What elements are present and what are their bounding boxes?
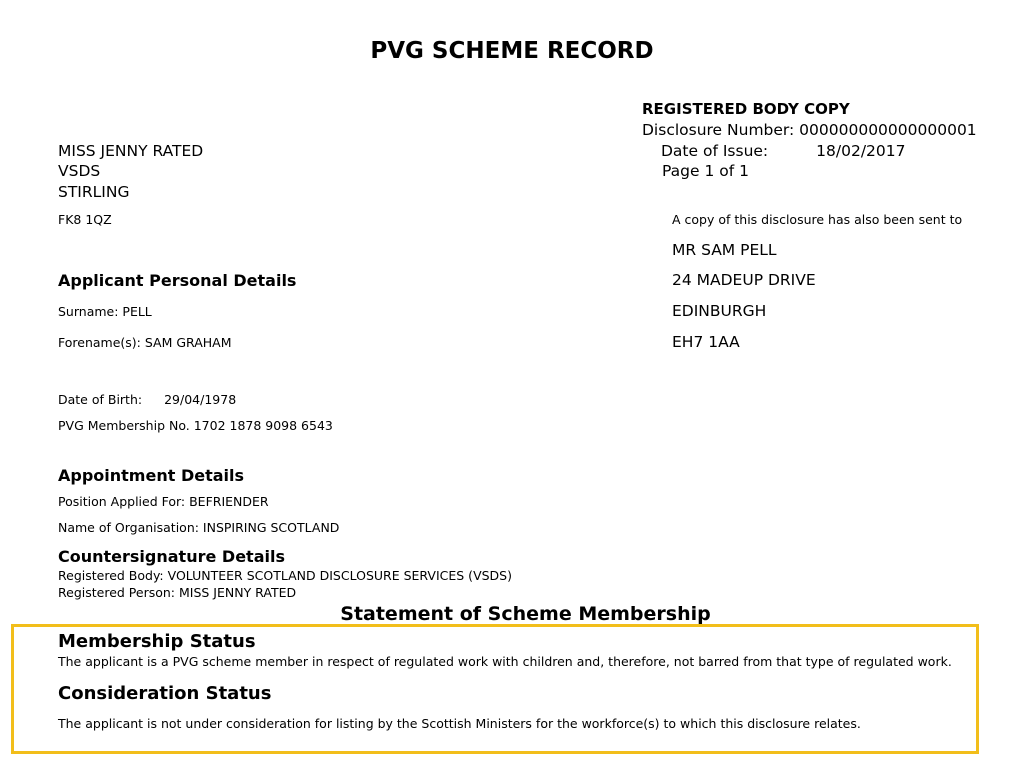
statement-heading: Statement of Scheme Membership xyxy=(340,604,711,625)
copy-sent-note: A copy of this disclosure has also been sent to xyxy=(672,212,963,227)
applicant-heading: Applicant Personal Details xyxy=(58,271,297,290)
applicant-forenames: Forename(s): SAM GRAHAM xyxy=(58,335,232,350)
page-number: Page 1 of 1 xyxy=(662,162,749,180)
recipient-town: STIRLING xyxy=(58,183,130,201)
countersignature-heading: Countersignature Details xyxy=(58,547,285,566)
applicant-surname: Surname: PELL xyxy=(58,304,152,319)
registered-body: Registered Body: VOLUNTEER SCOTLAND DISCLOSURE SERVICES (VSDS) xyxy=(58,568,512,583)
disclosure-number: Disclosure Number: 000000000000000001 xyxy=(642,121,977,139)
pvg-membership-number: PVG Membership No. 1702 1878 9098 6543 xyxy=(58,418,333,433)
date-of-issue-value: 18/02/2017 xyxy=(816,142,906,160)
appointment-heading: Appointment Details xyxy=(58,466,245,485)
dob-value: 29/04/1978 xyxy=(164,392,237,407)
registered-person: Registered Person: MISS JENNY RATED xyxy=(58,585,297,600)
recipient-postcode: FK8 1QZ xyxy=(58,212,112,227)
copy-recipient-city: EDINBURGH xyxy=(672,302,767,320)
copy-recipient-name: MR SAM PELL xyxy=(672,241,777,259)
dob-label: Date of Birth: xyxy=(58,392,143,407)
copy-recipient-street: 24 MADEUP DRIVE xyxy=(672,271,816,289)
date-of-issue-label: Date of Issue: xyxy=(661,142,769,160)
membership-status-text: The applicant is a PVG scheme member in respect of regulated work with children and, therefore, not barred from that type of regulated work. xyxy=(58,654,952,669)
applicant-dob xyxy=(58,393,236,407)
membership-status-heading: Membership Status xyxy=(58,631,256,652)
consideration-status-heading: Consideration Status xyxy=(58,683,272,704)
copy-recipient-postcode: EH7 1AA xyxy=(672,333,740,351)
date-of-issue xyxy=(661,143,906,161)
recipient-name: MISS JENNY RATED xyxy=(58,142,204,160)
organisation-name: Name of Organisation: INSPIRING SCOTLAND xyxy=(58,520,340,535)
copy-label: REGISTERED BODY COPY xyxy=(642,100,850,118)
page-title: PVG SCHEME RECORD xyxy=(370,38,654,64)
recipient-org: VSDS xyxy=(58,162,101,180)
position-applied-for: Position Applied For: BEFRIENDER xyxy=(58,494,269,509)
consideration-status-text: The applicant is not under consideration for listing by the Scottish Ministers for the workforce(s) to which this disclosure relates. xyxy=(58,716,861,731)
